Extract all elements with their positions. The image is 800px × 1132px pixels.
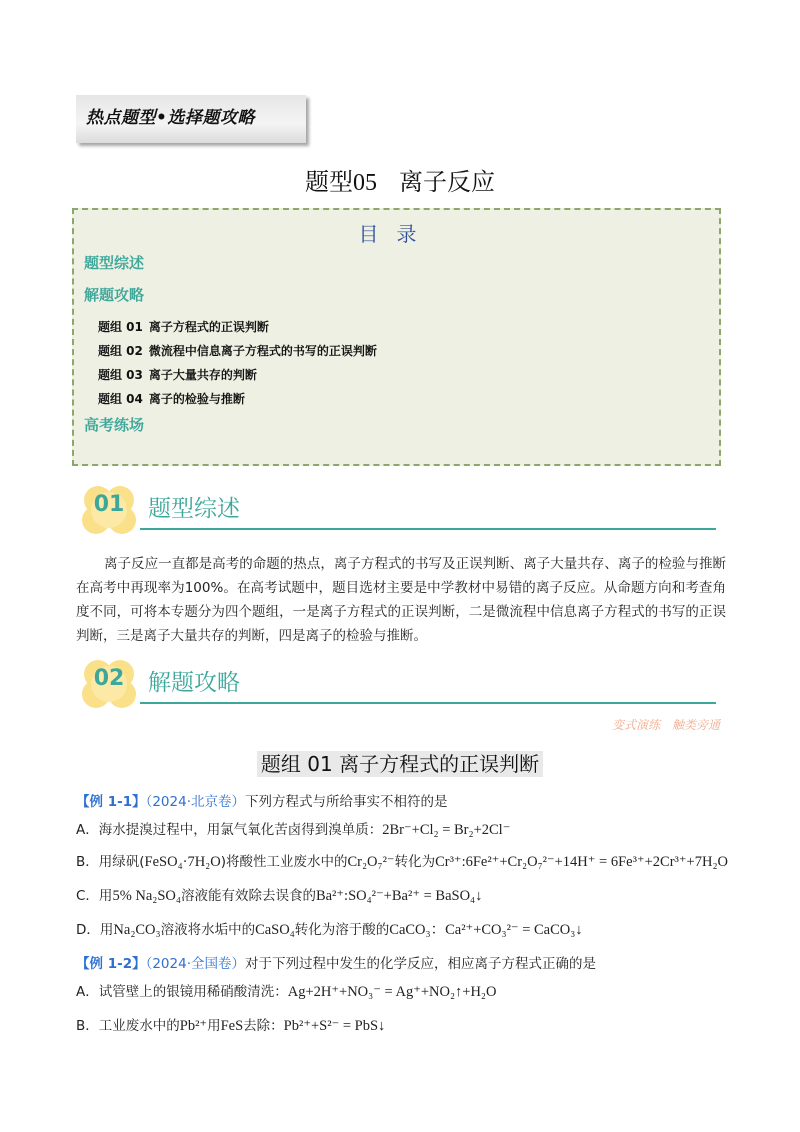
example-1-1-header xyxy=(76,790,448,810)
section-label: 解题攻略 xyxy=(148,670,240,696)
option-text: D．用 xyxy=(76,922,114,938)
table-of-contents xyxy=(72,208,721,466)
page-title xyxy=(0,162,800,197)
option-b xyxy=(76,1014,385,1035)
toc-item-text: 离子的检验与推断 xyxy=(148,392,245,406)
example-tag: 【例 1-2】 xyxy=(76,956,146,972)
section-divider xyxy=(140,528,716,530)
option-equation: Ag+2H⁺+NO₃⁻ = Ag⁺+NO₂↑+H₂O xyxy=(287,984,497,1000)
example-1-2-header xyxy=(76,952,596,972)
option-text: A．海水提溴过程中，用氯气氧化苦卤得到溴单质： xyxy=(76,822,383,838)
option-a xyxy=(76,818,510,839)
toc-item-group02[interactable] xyxy=(98,342,383,359)
option-c xyxy=(76,884,482,905)
option-equation: Ba²⁺:SO₄²⁻+Ba²⁺ = BaSO₄↓ xyxy=(315,888,483,904)
toc-section-overview[interactable]: 题型综述 xyxy=(84,254,145,272)
section-number: 02 xyxy=(93,666,125,691)
banner-text: 热点题型•选择题攻略 xyxy=(86,108,255,128)
title-prefix: 题型 xyxy=(305,168,353,196)
toc-item-group04[interactable] xyxy=(98,390,251,407)
option-text: A．试管壁上的银镜用稀硝酸清洗： xyxy=(76,984,288,1000)
option-formula: Na₂CO₃ xyxy=(113,922,161,938)
option-formula: FeS xyxy=(220,1018,244,1034)
example-source: （2024·全国卷） xyxy=(145,956,245,972)
toc-item-code: 题组 01 xyxy=(98,320,143,334)
group01-title xyxy=(0,748,800,777)
option-equation: Pb²⁺+S²⁻ = PbS↓ xyxy=(283,1018,386,1034)
option-text: C．用 xyxy=(76,888,113,904)
option-equation: :6Fe²⁺+Cr₂O₇²⁻+14H⁺ = 6Fe³⁺+2Cr³⁺+7H₂O xyxy=(461,854,728,870)
option-formula: Cr₂O₇²⁻ xyxy=(347,854,395,870)
option-equation: ：Ca²⁺+CO₃²⁻ = CaCO₃↓ xyxy=(430,922,583,938)
option-formula: Cr³⁺ xyxy=(435,854,462,870)
example-question: 对于下列过程中发生的化学反应，相应离子方程式正确的是 xyxy=(245,956,596,972)
toc-item-group03[interactable] xyxy=(98,366,263,383)
option-text: 转化为 xyxy=(394,854,436,870)
overview-paragraph: 离子反应一直都是高考的命题的热点，离子方程式的书写及正误判断、离子大量共存、离子的检验与推断在高考中再现率为100%。在高考试题中，题目选材主要是中学教材中易错的离子反应。从命题方向和考查角度不同，可将本专题分为四个题组，一是离子方程式的正误判断，二是微流程中信息离子方程式的书写的正误判断，三是离子大量共存的判断，四是离子的检验与推断。 xyxy=(76,556,726,644)
section-number: 01 xyxy=(93,492,125,517)
toc-section-practice[interactable]: 高考练场 xyxy=(84,416,145,434)
toc-item-group01[interactable] xyxy=(98,318,275,335)
option-formula: FeSO₄·7H₂O xyxy=(144,854,221,870)
toc-item-code: 题组 02 xyxy=(98,344,143,358)
section-header-01 xyxy=(78,482,718,540)
option-text: )将酸性工业废水中的 xyxy=(220,854,348,870)
option-formula: 5% Na₂SO₄ xyxy=(112,888,181,904)
tagline xyxy=(600,716,720,733)
toc-item-text: 微流程中信息离子方程式的书写的正误判断 xyxy=(148,344,377,358)
title-name: 离子反应 xyxy=(399,168,495,196)
header-banner xyxy=(76,95,306,143)
tagline-b: 触类旁通 xyxy=(671,718,720,732)
example-tag: 【例 1-1】 xyxy=(76,794,146,810)
option-text: 用 xyxy=(207,1018,221,1034)
toc-item-text: 离子方程式的正误判断 xyxy=(148,320,269,334)
option-text: B．工业废水中的 xyxy=(76,1018,180,1034)
option-equation: 2Br⁻+Cl₂ = Br₂+2Cl⁻ xyxy=(382,822,511,838)
option-formula: Pb²⁺ xyxy=(179,1018,208,1034)
option-text: 去除： xyxy=(243,1018,284,1034)
option-text: 溶液能有效除去误食的 xyxy=(180,888,316,904)
section-label: 题型综述 xyxy=(148,496,240,522)
option-text: B．用绿矾( xyxy=(76,854,145,870)
toc-title: 目录 xyxy=(358,222,435,246)
option-b xyxy=(76,850,728,871)
toc-section-strategy[interactable]: 解题攻略 xyxy=(84,286,145,304)
section-header-02 xyxy=(78,656,718,714)
toc-item-code: 题组 04 xyxy=(98,392,143,406)
option-a xyxy=(76,980,496,1001)
group01-title-text: 题组 01 离子方程式的正误判断 xyxy=(257,751,543,777)
section-divider xyxy=(140,702,716,704)
option-text: 转化为溶于酸的 xyxy=(294,922,390,938)
option-formula: CaCO₃ xyxy=(389,922,431,938)
option-text: 溶液将水垢中的 xyxy=(160,922,256,938)
tagline-a: 变式演练 xyxy=(611,718,660,732)
toc-item-code: 题组 03 xyxy=(98,368,143,382)
option-d xyxy=(76,918,583,939)
example-question: 下列方程式与所给事实不相符的是 xyxy=(245,794,448,810)
title-number: 05 xyxy=(353,170,377,196)
example-source: （2024·北京卷） xyxy=(145,794,245,810)
option-formula: CaSO₄ xyxy=(255,922,295,938)
toc-item-text: 离子大量共存的判断 xyxy=(148,368,257,382)
